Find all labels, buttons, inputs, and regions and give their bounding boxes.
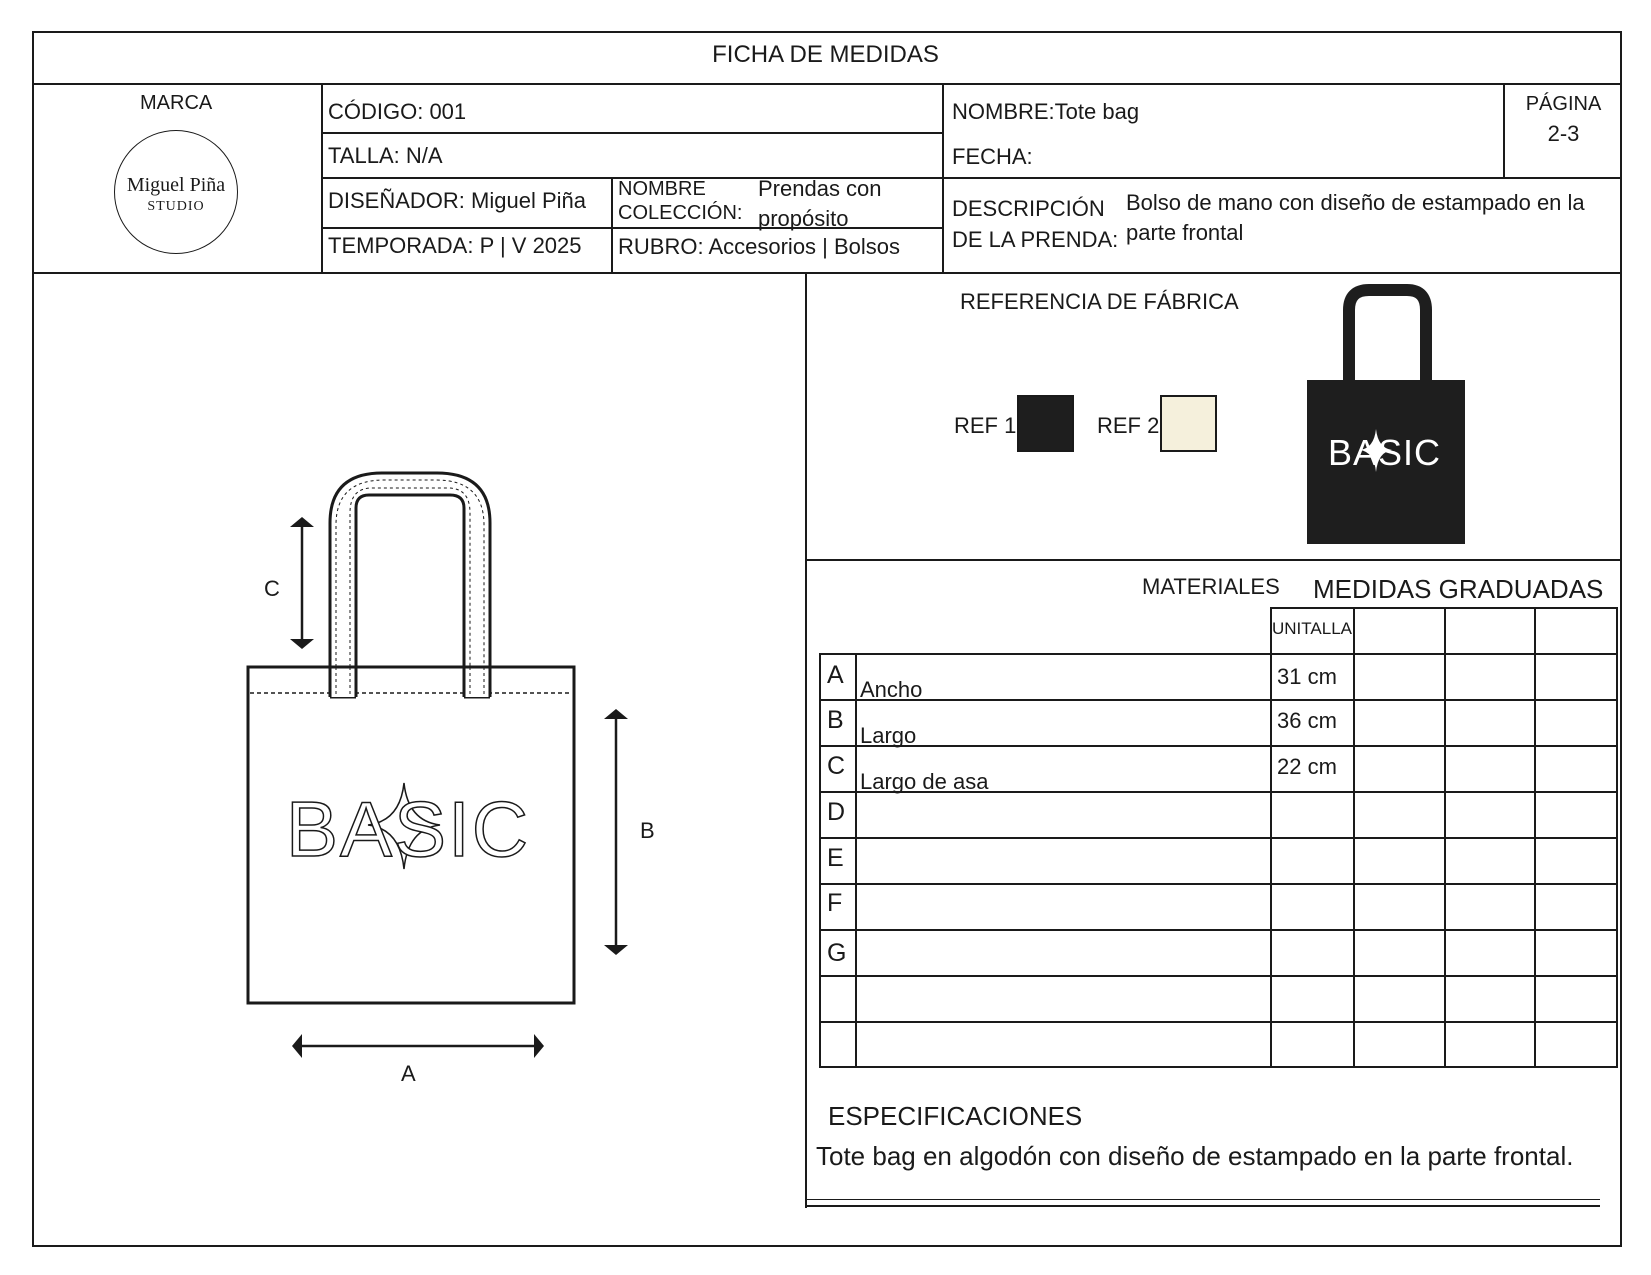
- row-letter: F: [827, 889, 843, 917]
- coleccion-label: NOMBRE: [618, 178, 706, 200]
- materials-title: MATERIALES: [1142, 574, 1280, 599]
- divider: [805, 1199, 1600, 1200]
- rubro-field: RUBRO: Accesorios | Bolsos: [618, 234, 901, 259]
- graded-title: MEDIDAS GRADUADAS: [1313, 574, 1604, 604]
- ref2-label: REF 2: [1097, 413, 1160, 438]
- coleccion-value: propósito: [758, 206, 849, 231]
- descripcion-value: parte frontal: [1126, 220, 1244, 245]
- specs-title: ESPECIFICACIONES: [828, 1101, 1083, 1131]
- dim-label-a: A: [401, 1061, 416, 1086]
- tote-bag-flat-drawing: [32, 273, 792, 1153]
- descripcion-label: DE LA PRENDA:: [952, 227, 1119, 252]
- row-value: 31 cm: [1277, 664, 1337, 689]
- nombre-field: NOMBRE:Tote bag: [952, 99, 1140, 124]
- ref2-swatch: [1160, 395, 1217, 452]
- divider: [805, 559, 1622, 561]
- size-header: UNITALLA: [1272, 619, 1352, 638]
- fecha-field: FECHA:: [952, 144, 1033, 169]
- coleccion-label: COLECCIÓN:: [618, 202, 743, 224]
- row-name: Ancho: [860, 677, 923, 702]
- logo-name: Miguel Piña: [126, 174, 226, 196]
- row-letter: A: [827, 661, 844, 689]
- row-letter: C: [827, 752, 846, 780]
- bag-print-text: BASIC: [286, 785, 531, 873]
- ref1-label: REF 1: [954, 413, 1017, 438]
- row-letter: E: [827, 844, 844, 872]
- ref1-swatch: [1017, 395, 1074, 452]
- row-name: Largo: [860, 723, 917, 748]
- dim-label-c: C: [264, 576, 280, 601]
- ref-bag-print-text: BASIC: [1328, 432, 1442, 473]
- codigo-field: CÓDIGO: 001: [328, 99, 467, 124]
- specs-text: Tote bag en algodón con diseño de estampado en la parte frontal.: [816, 1141, 1574, 1171]
- divider: [321, 132, 942, 134]
- divider: [805, 1205, 1600, 1207]
- divider: [321, 227, 942, 229]
- sheet-title: FICHA DE MEDIDAS: [712, 41, 939, 68]
- temporada-field: TEMPORADA: P | V 2025: [328, 233, 582, 258]
- divider: [611, 178, 613, 273]
- pagina-label: PÁGINA: [1525, 93, 1602, 115]
- tote-bag-reference-image: [1304, 286, 1474, 546]
- divider: [32, 83, 1622, 85]
- descripcion-value: Bolso de mano con diseño de estampado en la: [1126, 190, 1585, 215]
- row-value: 36 cm: [1277, 708, 1337, 733]
- divider: [805, 273, 807, 1208]
- row-name: Largo de asa: [860, 769, 989, 794]
- coleccion-value: Prendas con: [758, 176, 882, 201]
- row-letter: B: [827, 706, 844, 734]
- talla-field: TALLA: N/A: [328, 143, 443, 168]
- row-value: 22 cm: [1277, 754, 1337, 779]
- disenador-field: DISEÑADOR: Miguel Piña: [328, 188, 586, 213]
- divider: [321, 177, 1622, 179]
- row-letter: G: [827, 939, 847, 967]
- brand-label: MARCA: [140, 92, 213, 114]
- logo-studio: STUDIO: [147, 199, 205, 214]
- pagina-value: 2-3: [1547, 121, 1580, 146]
- row-letter: D: [827, 798, 846, 826]
- fabric-title: REFERENCIA DE FÁBRICA: [960, 289, 1239, 314]
- descripcion-label: DESCRIPCIÓN: [952, 196, 1105, 221]
- dim-label-b: B: [640, 818, 655, 843]
